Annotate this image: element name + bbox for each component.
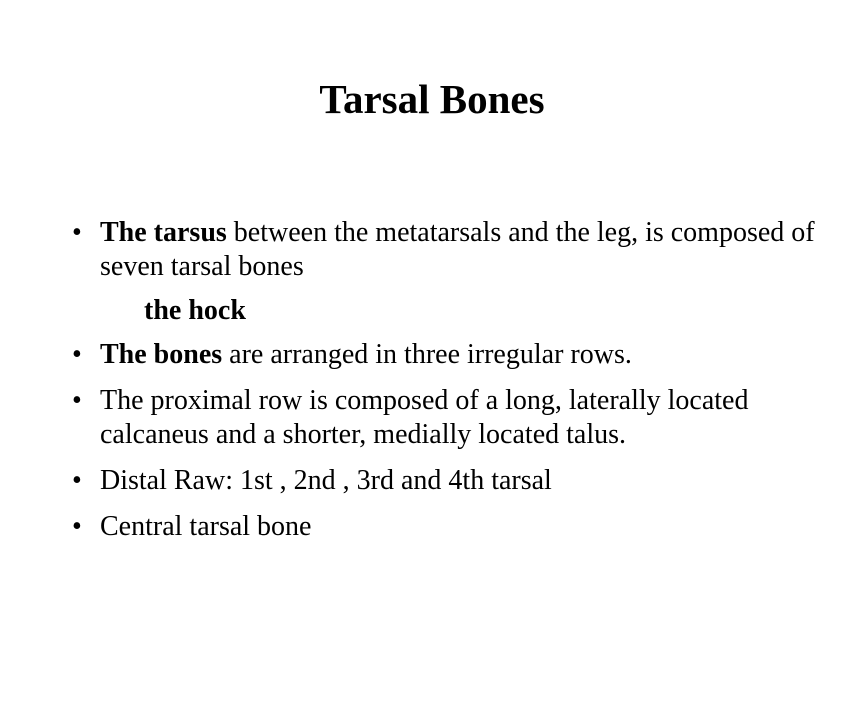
bullet-tarsus	[72, 216, 832, 284]
bullet-dot: •	[72, 385, 82, 416]
slide-title: Tarsal Bones	[319, 76, 545, 122]
bullet-text: are arranged in three irregular rows.	[222, 339, 632, 370]
bullet-central-tarsal	[72, 510, 832, 544]
slide-body	[72, 216, 832, 556]
bullet-dot: •	[72, 217, 82, 248]
bullet-dot: •	[72, 511, 82, 542]
bullet-distal-row	[72, 464, 832, 498]
bullet-text: The proximal row is composed of a long, laterally located calcaneus and a shorter, medially located talus.	[100, 385, 749, 450]
sub-line-hock: the hock	[144, 295, 246, 326]
bullet-text: Distal Raw: 1st , 2nd , 3rd and 4th tarsal	[100, 465, 552, 496]
bullet-dot: •	[72, 339, 82, 370]
bullet-text: between the metatarsals and the leg, is composed of seven tarsal bones	[100, 217, 815, 282]
bullet-proximal-row	[72, 384, 832, 452]
bullet-dot: •	[72, 465, 82, 496]
bullet-bold-term: The bones	[100, 339, 223, 370]
bullet-bones	[72, 338, 832, 372]
bullet-bold-term: The tarsus	[100, 217, 227, 248]
bullet-text: Central tarsal bone	[100, 511, 312, 542]
